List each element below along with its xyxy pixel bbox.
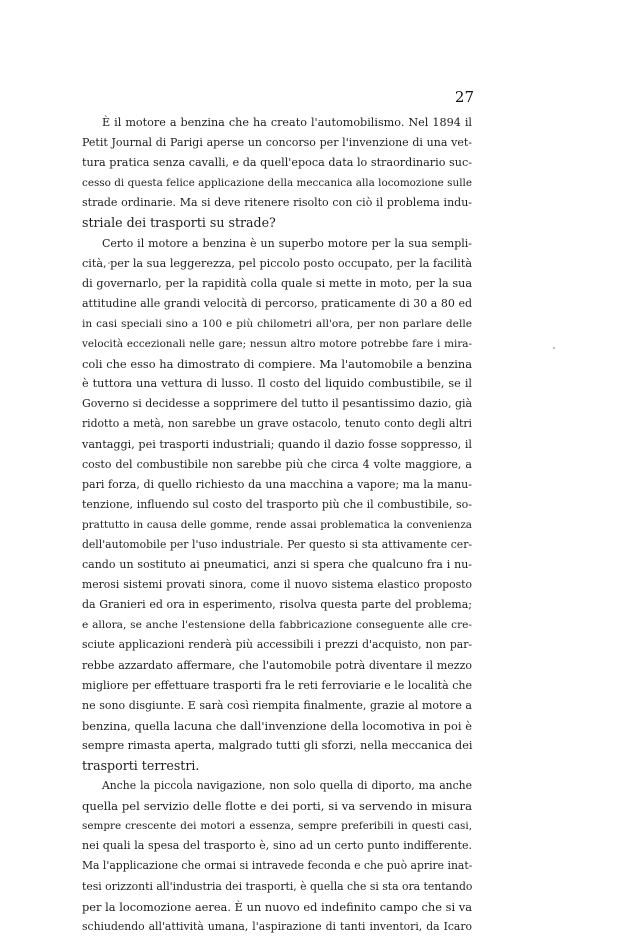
text-line: trasporti terrestri. <box>82 758 200 773</box>
speck <box>553 347 555 349</box>
text-line: cità, per la sua leggerezza, pel piccolo posto occupato, per la facilità <box>82 256 472 270</box>
text-line: rebbe azzardato affermare, che l'automobile potrà diventare il mezzo <box>82 658 472 672</box>
text-line: sciute applicazioni renderà più accessibili i prezzi d'acquisto, non par- <box>82 638 472 652</box>
text-line: Petit Journal di Parigi aperse un concorso per l'invenzione di una vet- <box>82 136 472 150</box>
text-line: pari forza, di quello richiesto da una macchina a vapore; ma la manu- <box>82 477 472 491</box>
text-line: è tuttora una vettura di lusso. Il costo del liquido combustibile, se il <box>82 377 472 391</box>
text-line: ne sono disgiunte. E sarà così riempita finalmente, grazie al motore a <box>82 698 472 712</box>
text-line: strade ordinarie. Ma si deve ritenere risolto con ciò il problema indu- <box>82 196 472 210</box>
text-line: Anche la piccola navigazione, non solo quella di diporto, ma anche <box>102 779 472 793</box>
text-line: benzina, quella lacuna che dall'invenzione della locomotiva in poi è <box>82 718 472 733</box>
text-line: merosi sistemi provati sinora, come il nuovo sistema elastico proposto <box>82 578 472 592</box>
text-line: costo del combustibile non sarebbe più che circa 4 volte maggiore, a <box>82 457 472 471</box>
text-line: di governarlo, per la rapidità colla quale si mette in moto, per la sua <box>82 276 472 290</box>
text-line: nei quali la spesa del trasporto è, sino ad un certo punto indifferente. <box>82 839 472 853</box>
text-line: tenzione, influendo sul costo del trasporto più che il combustibile, so- <box>82 497 472 511</box>
text-line: ridotto a metà, non sarebbe un grave ostacolo, tenuto conto degli altri <box>82 417 472 431</box>
text-line: attitudine alle grandi velocità di percorso, praticamente di 30 a 80 ed <box>82 296 472 310</box>
text-line: Governo si decidesse a sopprimere del tutto il pesantissimo dazio, già <box>82 397 473 411</box>
text-line: È il motore a benzina che ha creato l'automobilismo. Nel 1894 il <box>102 116 472 129</box>
body-text <box>82 113 472 937</box>
text-line: striale dei trasporti su strade? <box>82 215 276 231</box>
text-line: da Granieri ed ora in esperimento, risolva questa parte del problema; <box>82 598 472 612</box>
text-line: vantaggi, pei trasporti industriali; quando il dazio fosse soppresso, il <box>82 437 472 451</box>
text-line: tesi orizzonti all'industria dei trasporti, è quella che si sta ora tentando <box>82 879 473 893</box>
text-line: tura pratica senza cavalli, e da quell'epoca data lo straordinario suc- <box>82 156 472 170</box>
text-line: in casi speciali sino a 100 e più chilometri all'ora, per non parlare delle <box>82 317 472 330</box>
text-line: quella pel servizio delle flotte e dei porti, si va servendo in misura <box>82 799 472 814</box>
text-line: sempre rimasta aperta, malgrado tutti gli sforzi, nella meccanica dei <box>82 738 473 752</box>
text-line: coli che esso ha dimostrato di compiere. Ma l'automobile a benzina <box>82 357 472 372</box>
text-line: sempre crescente dei motori a essenza, sempre preferibili in questi casi, <box>82 820 472 833</box>
text-line: schiudendo all'attività umana, l'aspirazione di tanti inventori, da Icaro <box>82 919 472 933</box>
text-line: migliore per effettuare trasporti fra le reti ferroviarie e le località che <box>82 678 472 692</box>
page-number: 27 <box>454 88 474 106</box>
text-line: Certo il motore a benzina è un superbo motore per la sua sempli- <box>102 236 472 250</box>
text-line: prattutto in causa delle gomme, rende assai problematica la convenienza <box>82 518 472 531</box>
text-line: cando un sostituto ai pneumatici, anzi si spera che qualcuno fra i nu- <box>82 558 472 572</box>
text-line: e allora, se anche l'estensione della fabbricazione conseguente alle cre- <box>82 619 472 632</box>
text-line: per la locomozione aerea. È un nuovo ed indefinito campo che si va <box>82 899 472 914</box>
text-line: cesso di questa felice applicazione della meccanica alla locomozione sulle <box>82 177 472 190</box>
text-line: dell'automobile per l'uso industriale. Per questo si sta attivamente cer- <box>82 537 472 551</box>
text-line: velocità eccezionali nelle gare; nessun altro motore potrebbe fare i mira- <box>82 338 472 351</box>
text-line: Ma l'applicazione che ormai si intravede feconda e che può aprire inat- <box>82 859 473 873</box>
